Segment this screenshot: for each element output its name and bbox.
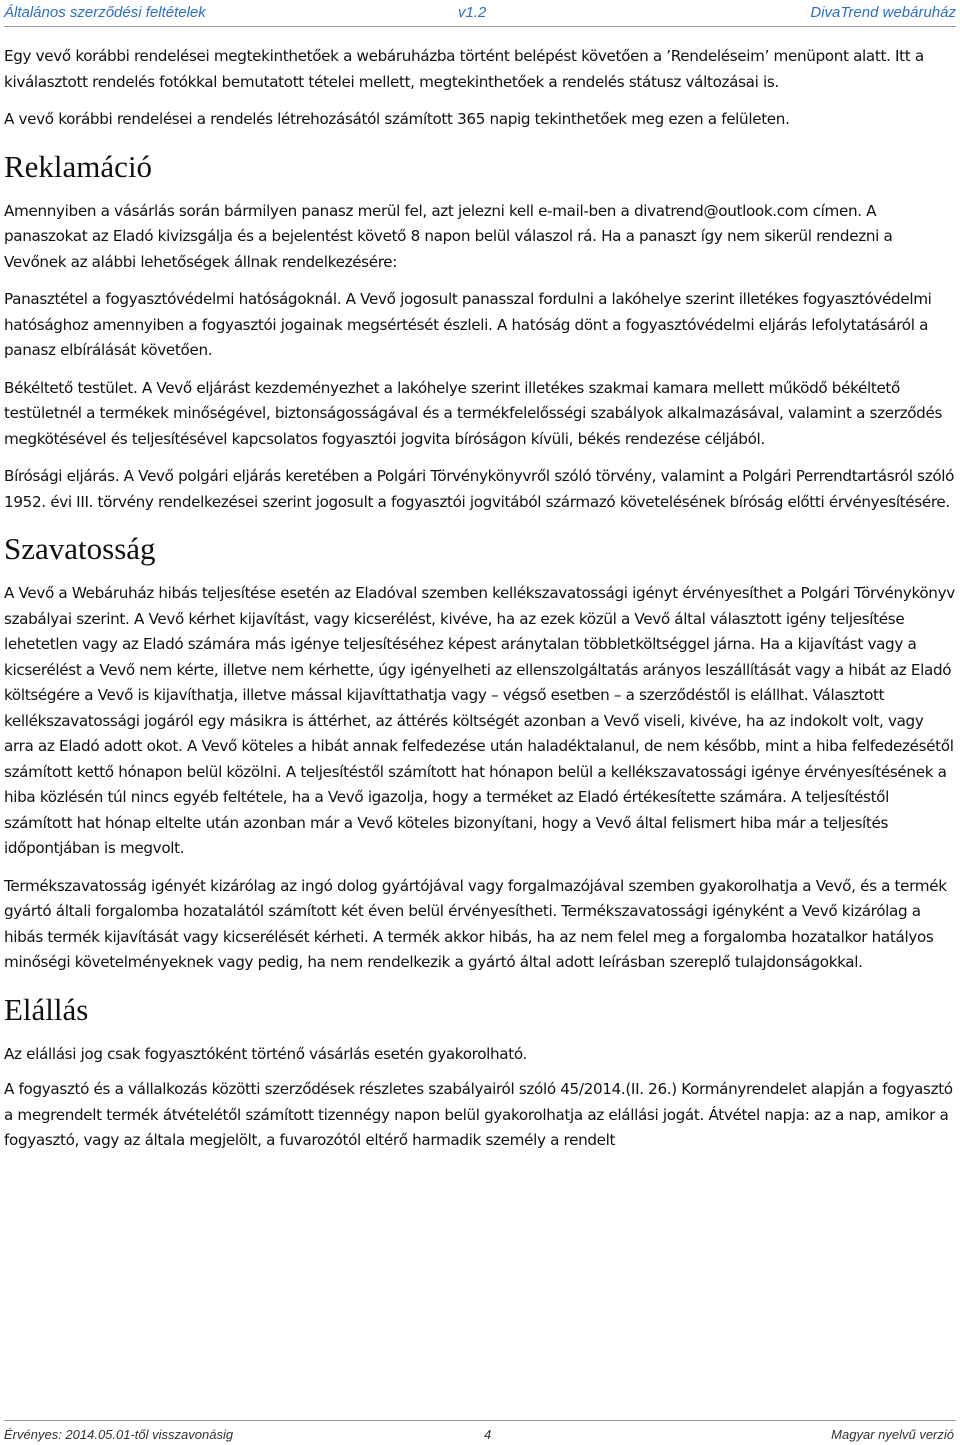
- reklamacio-arbitration-paragraph: Békéltető testület. A Vevő eljárást kezdeményezhet a lakóhelye szerint illetékes szakmai kamara mellett működő békéltető testületnél a termékek minőségével, biztonságosságával és a termékfelelősségi szabályok alkalmazásával, valamint a szerződés megkötésével és teljesítésével kapcsolatos fogyasztói jogvita bíróságon kívüli, békés rendezése céljából.: [4, 378, 943, 448]
- header-shop-name: DivaTrend webáruház: [810, 4, 956, 21]
- orders-retention-paragraph: A vevő korábbi rendelései a rendelés létrehozásától számított 365 napig tekinthetőek meg ezen a felületen.: [4, 110, 790, 128]
- page-footer: [4, 1420, 956, 1445]
- elallas-scope-paragraph: Az elállási jog csak fogyasztóként történő vásárlás esetén gyakorolható.: [4, 1044, 528, 1063]
- reklamacio-authority-paragraph: Panasztétel a fogyasztóvédelmi hatóságoknál. A Vevő jogosult panasszal fordulni a lakóhelye szerint illetékes fogyasztóvédelmi hatósághoz amennyiben a fogyasztói jogainak megsértését észleli. A hatóság dönt a fogyasztóvédelmi eljárás lefolytatásáról a panasz elbírálását követően.: [4, 290, 932, 359]
- section-heading-szavatossag: Szavatosság: [4, 531, 156, 566]
- header-document-title: Általános szerződési feltételek: [4, 4, 206, 21]
- reklamacio-court-paragraph: Bírósági eljárás. A Vevő polgári eljárás keretében a Polgári Törvénykönyvről szóló törvény, valamint a Polgári Perrendtartásról szóló 1952. évi III. törvény rendelkezései szerint jogosult a fogyasztói jogvitából származó követelésének bíróság előtti érvényesítésére.: [4, 467, 955, 511]
- szavatossag-product-warranty-paragraph: Termékszavatosság igényét kizárólag az ingó dolog gyártójával vagy forgalmazójával szemben gyakorolhatja a Vevő, és a termék gyártó általi forgalomba hozatalától számított két éven belül érvényesítheti. Termékszavatossági igényként a Vevő kizárólag a hibás termék kijavítását vagy kicserélését kérheti. A termék akkor hibás, ha az nem felel meg a forgalomba hozatalkor hatályos minőségi követelményeknek vagy pedig, ha nem rendelkezik a gyártó által adott leírásban szereplő tulajdonságokkal.: [4, 876, 947, 971]
- document-body: [4, 44, 956, 1166]
- section-heading-reklamacio: Reklamáció: [4, 148, 153, 184]
- footer-page-number: 4: [484, 1427, 492, 1442]
- section-heading-elallas: Elállás: [4, 991, 89, 1027]
- elallas-regulation-paragraph: A fogyasztó és a vállalkozás közötti szerződések részletes szabályairól szóló 45/2014.(II. 26.) Kormányrendelet alapján a fogyasztó a megrendelt termék átvételétől számított tizennégy napon belül gyakorolhatja az elállási jogát. Átvétel napja: az a nap, amikor a fogyasztó, vagy az általa megjelölt, a fuvarozótól eltérő harmadik személy a rendelt: [4, 1080, 953, 1149]
- footer-validity: Érvényes: 2014.05.01-től visszavonásig: [4, 1427, 234, 1442]
- footer-language: Magyar nyelvű verzió: [831, 1427, 954, 1442]
- header-version: v1.2: [458, 4, 487, 21]
- reklamacio-intro-paragraph: Amennyiben a vásárlás során bármilyen panasz merül fel, azt jelezni kell e-mail-ben a divatrend@outlook.com címen. A panaszokat az Eladó kivizsgálja és a bejelentést követő 8 napon belül válaszol rá. Ha a panaszt így nem sikerül rendezni a Vevőnek az alábbi lehetőségek állnak rendelkezésére:: [4, 201, 893, 271]
- orders-paragraph: Egy vevő korábbi rendelései megtekinthetőek a webáruházba történt belépést követően a ’Rendeléseim’ menüpont alatt. Itt a kiválasztott rendelés fotókkal bemutatott tételei mellett, megtekinthetőek a rendelés státusz változásai is.: [4, 47, 924, 91]
- szavatossag-warranty-paragraph: A Vevő a Webáruház hibás teljesítése esetén az Eladóval szemben kellékszavatossági igényt érvényesíthet a Polgári Törvénykönyv szabályai szerint. A Vevő kérhet kijavítást, vagy kicserélést, kivéve, ha az ezek közül a Vevő által választott igény teljesítése lehetetlen vagy az Eladó számára más igénye teljesítéséhez képest aránytalan többletköltséggel járna. Ha a kijavítást vagy a kicserélést a Vevő nem kérte, illetve nem kérhette, úgy igényelheti az ellenszolgáltatás arányos leszállítását vagy a hibát az Eladó költségére a Vevő is kijavíthatja, illetve mással kijavíttathatja vagy – végső esetben – a szerződéstől is elállhat. Választott kellékszavatossági jogáról egy másikra is áttérhet, az áttérés költségét azonban a Vevő viseli, kivéve, ha az indokolt volt, vagy arra az Eladó adott okot. A Vevő köteles a hibát annak felfedezése után haladéktalanul, de nem később, mint a hiba felfedezésétől számított kettő hónapon belül közölni. A teljesítéstől számított hat hónapon belül a kellékszavatossági igénye érvényesítésének a hiba közlésén túl nincs egyéb feltétele, ha a Vevő igazolja, hogy a terméket az Eladó értékesítette számára. A teljesítéstől számított hat hónap eltelte után azonban már a Vevő köteles bizonyítani, hogy a Vevő által felismert hiba már a teljesítés időpontjában is megvolt.: [4, 584, 955, 857]
- page-header: [4, 0, 956, 27]
